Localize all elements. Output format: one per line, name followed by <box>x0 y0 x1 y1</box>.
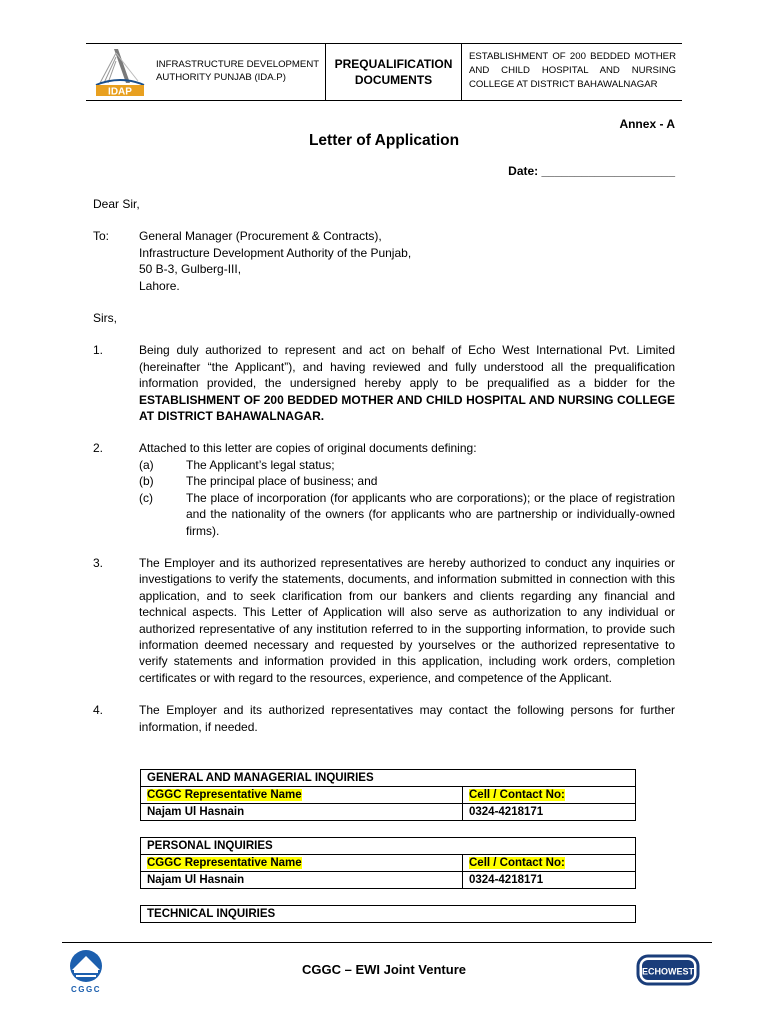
project-title-bold: ESTABLISHMENT OF 200 BEDDED MOTHER AND CHILD HOSPITAL AND NURSING COLLEGE AT DISTRICT BAHAWALNAGAR. <box>139 392 675 424</box>
sub-item <box>139 457 675 473</box>
doc-type-line-2: DOCUMENTS <box>354 73 433 87</box>
representative-name: Najam Ul Hasnain <box>141 804 463 821</box>
column-header: Cell / Contact No: <box>469 788 565 801</box>
echowest-logo <box>636 950 700 990</box>
document-header <box>86 43 682 101</box>
clause-text: The Employer and its authorized representatives may contact the following persons for further information, if needed. <box>139 703 675 734</box>
cggc-logo-text: CGGC <box>71 985 101 994</box>
footer-divider <box>62 942 712 943</box>
table-heading: PERSONAL INQUIRIES <box>141 838 636 855</box>
org-name <box>156 58 326 84</box>
addressee-line: 50 B-3, Gulberg-III, <box>139 262 242 277</box>
sub-item <box>139 473 675 489</box>
sub-item <box>139 490 675 539</box>
table-row <box>141 872 636 889</box>
column-header: CGGC Representative Name <box>147 788 302 801</box>
idap-logo-text: IDAP <box>108 86 132 97</box>
table-row <box>141 787 636 804</box>
representative-name: Najam Ul Hasnain <box>141 872 463 889</box>
clause-text: Attached to this letter are copies of original documents defining: <box>139 441 477 456</box>
table-row <box>141 838 636 855</box>
addressee-line: Lahore. <box>139 278 180 293</box>
to-label: To: <box>93 229 110 244</box>
personal-inquiries-table <box>140 837 636 889</box>
general-inquiries-table <box>140 769 636 821</box>
clause-2 <box>93 440 675 538</box>
column-header: CGGC Representative Name <box>147 856 302 869</box>
table-row <box>141 906 636 923</box>
date-field: Date: ____________________ <box>508 164 675 178</box>
clause-number: 4. <box>93 703 104 718</box>
doc-type-line-1: PREQUALIFICATION <box>334 57 453 71</box>
org-line-2: AUTHORITY PUNJAB (IDA.P) <box>156 72 286 83</box>
table-row <box>141 855 636 872</box>
table-row <box>141 770 636 787</box>
clause-number: 3. <box>93 555 104 570</box>
clause-text: The Employer and its authorized representatives are hereby authorized to conduct any inquiries or investigations to verify the statements, documents, and information submitted in connection with this application, and to seek clarification from our bankers and clients regarding any financial and technical aspects. This Letter of Application will also serve as authorization to any individual or authorized representative of any institution referred to in the supporting information, to provide such information deemed necessary and requested by yourselves or the authorized representative to verify statements and information provided in this application, including work orders, completion certificates or with regard to the resources, experience, and competence of the Applicant. <box>139 555 675 685</box>
sub-item-label: (b) <box>139 474 154 489</box>
sub-item-label: (a) <box>139 457 154 472</box>
sub-item-text: The principal place of business; and <box>186 474 378 489</box>
clause-text: Being duly authorized to represent and act on behalf of Echo West International Pvt. Limited (hereinafter “the Applicant”), and having reviewed and fully understood all the prequalification information provided, the undersigned hereby apply to be prequalified as a bidder for the ESTABLISHMENT OF 200 BEDDED MOTHER AND CHILD HOSPITAL AND NURSING COLLEGE AT DISTRICT BAHAWALNAGAR. <box>139 343 675 424</box>
annex-label: Annex - A <box>619 117 675 131</box>
addressee-line: General Manager (Procurement & Contracts), <box>139 229 382 244</box>
greeting: Sirs, <box>93 311 117 326</box>
org-line-1: INFRASTRUCTURE DEVELOPMENT <box>156 59 320 70</box>
letter-body <box>93 196 675 751</box>
clause-3 <box>93 555 675 686</box>
addressee-block <box>93 228 675 294</box>
sub-item-label: (c) <box>139 490 153 505</box>
footer-text: CGGC – EWI Joint Venture <box>302 962 466 977</box>
clause-4 <box>93 702 675 735</box>
page-title: Letter of Application <box>308 132 460 149</box>
sub-item-text: The place of incorporation (for applicants who are corporations); or the place of registration and the nationality of the owners (for applicants who are partnership or individually-owned firms). <box>186 490 675 538</box>
echowest-logo-text: ECHOWEST <box>641 966 695 977</box>
project-name: ESTABLISHMENT OF 200 BEDDED MOTHER AND CHILD HOSPITAL AND NURSING COLLEGE AT DISTRICT BAHAWALNAGAR <box>469 51 676 90</box>
clause-1 <box>93 342 675 424</box>
contact-number: 0324-4218171 <box>463 804 636 821</box>
table-row <box>141 804 636 821</box>
technical-inquiries-table <box>140 905 636 923</box>
table-heading: TECHNICAL INQUIRIES <box>141 906 636 923</box>
clause-number: 2. <box>93 441 104 456</box>
table-heading: GENERAL AND MANAGERIAL INQUIRIES <box>141 770 636 787</box>
clause-number: 1. <box>93 343 104 358</box>
addressee-line: Infrastructure Development Authority of the Punjab, <box>139 245 412 260</box>
header-divider <box>461 44 462 100</box>
doc-type <box>326 56 461 88</box>
salutation: Dear Sir, <box>93 197 140 211</box>
sub-item-text: The Applicant’s legal status; <box>186 457 335 472</box>
idap-logo <box>92 47 148 97</box>
contact-number: 0324-4218171 <box>463 872 636 889</box>
column-header: Cell / Contact No: <box>469 856 565 869</box>
